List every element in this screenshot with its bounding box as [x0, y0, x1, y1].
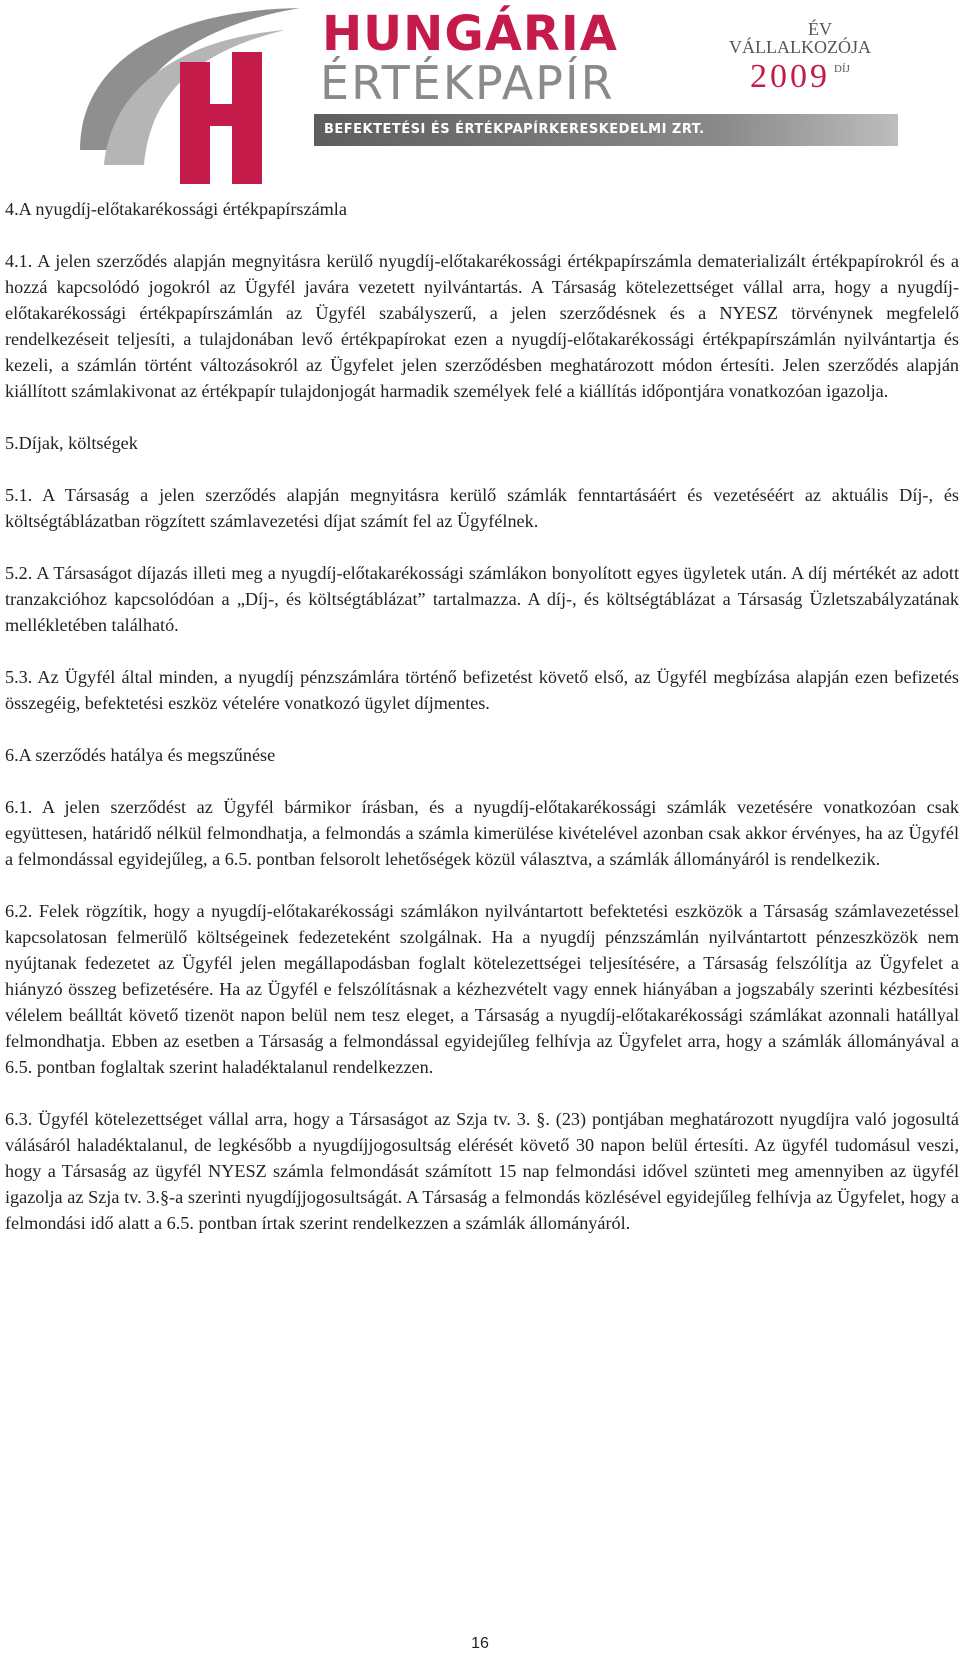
- page-header: [0, 0, 960, 185]
- company-logo-graphic: [60, 0, 320, 185]
- brand-tagline: BEFEKTETÉSI ÉS ÉRTÉKPAPÍRKERESKEDELMI ZRT.: [324, 122, 705, 137]
- award-ev: ÉV: [808, 19, 832, 39]
- section-heading: 6.A szerződés hatálya és megszűnése: [5, 745, 276, 765]
- paragraph: 5.1. A Társaság a jelen szerződés alapján megnyitásra kerülő számlák fenntartásáért és vezetéséért az aktuális Díj-, és költségtáblázatban rögzített számlavezetési díjat számít fel az Ügyfélnek.: [5, 485, 959, 531]
- paragraph: 4.1. A jelen szerződés alapján megnyitásra kerülő nyugdíj-előtakarékossági értékpapírszámla dematerializált értékpapírokról és a hozzá kapcsolódó jogokról az Ügyfél javára vezetett nyilvántartás. A Társaság kötelezettséget vállal arra, hogy a nyugdíj-előtakarékossági értékpapírszámlán az Ügyfél szabályszerű, a jelen szerződésnek és a NYESZ törvénynek megfelelő rendelkezéseit teljesíti, a tulajdonában levő értékpapírokat ezen a nyugdíj-előtakarékossági értékpapírszámlán nyilvántartja és kezeli, a számlán történt változásokról az Ügyfelet jelen szerződésben meghatározott módon értesíti. Jelen szerződés alapján kiállított számlakivonat az értékpapír tulajdonjogát harmadik személyek felé a kiállítás időpontjára vonatkozóan igazolja.: [5, 251, 959, 401]
- paragraph: 6.3. Ügyfél kötelezettséget vállal arra, hogy a Társaságot az Szja tv. 3. §. (23) pontjában meghatározott nyugdíjra való jogosultá válásáról haladéktalanul, de legkésőbb a nyugdíjjogosultság elérését követő 30 napon belül értesíti. Az ügyfél tudomásul veszi, hogy a Társaság az ügyfél NYESZ számla felmondását számított 15 nap felmondási idővel szünteti meg amennyiben az ügyfél igazolja az Szja tv. 3.§-a szerinti nyugdíjjogosultságát. A Társaság a felmondás közlésével egyidejűleg felhívja az Ügyfelet, hogy a felmondási idő alatt a 6.5. pontban írtak szerint rendelkezzen a számlák állományáról.: [5, 1109, 959, 1233]
- award-dij: DÍJ: [834, 62, 850, 75]
- section-heading: 5.Díjak, költségek: [5, 433, 138, 453]
- paragraph: 6.2. Felek rögzítik, hogy a nyugdíj-előtakarékossági számlákon nyilvántartott befektetési eszközök a Társaság számlavezetéssel kapcsolatosan felmerülő költségeinek fedezeteként szolgálnak. Ha a nyugdíj pénzszámlán nyilvántartott pénzeszközök nem nyújtanak fedezetet az Ügyfél jelen megállapodásban foglalt kötelezettségei teljesítésére, a Társaság felszólítja az Ügyfelet a hiányzó összeg befizetésére. Ha az Ügyfél e felszólításnak a kézhezvételt vagy ennek hiányában a jogszabály szerinti kézbesítési vélelem beálltát követő tizenöt napon belül nem tesz eleget, a Társaság a nyugdíj-előtakarékossági számlákat azonnali hatállyal felmondhatja. Ebben az esetben a Társaság a felmondással egyidejűleg felhívja az Ügyfelet arra, hogy a számlák állományával a 6.5. pontban foglaltak szerint haladéktalanul rendelkezzen.: [5, 901, 959, 1077]
- award-badge: [700, 20, 900, 94]
- document-body: [5, 196, 959, 1262]
- paragraph: 5.2. A Társaságot díjazás illeti meg a nyugdíj-előtakarékossági számlákon bonyolított egyes ügyletek után. A díj mértékét az adott tranzakcióhoz kapcsolódóan a „Díj-, és költségtáblázat” tartalmazza. A díj-, és költségtáblázat a Társaság Üzletszabályzatának mellékletében található.: [5, 563, 959, 635]
- brand-tagline-bar: [314, 114, 898, 146]
- page-number: 16: [471, 1635, 489, 1652]
- paragraph: 5.3. Az Ügyfél által minden, a nyugdíj pénzszámlára történő befizetést követő első, az Ügyfél megbízása alapján ezen befizetés összegéig, befektetési eszköz vételére vonatkozó ügylet díjmentes.: [5, 667, 959, 713]
- section-heading: 4.A nyugdíj-előtakarékossági értékpapírszámla: [5, 199, 347, 219]
- award-year: 2009: [750, 57, 831, 95]
- brand-name-line1: HUNGÁRIA: [322, 6, 618, 62]
- paragraph: 6.1. A jelen szerződést az Ügyfél bármikor írásban, és a nyugdíj-előtakarékossági számlák vezetésére vonatkozóan csak együttesen, határidő nélkül felmondhatja, a felmondás a számla kimerülése kivételével azonban csak akkor érvényes, ha az Ügyfél a felmondással egyidejűleg, a 6.5. pontban felsorolt lehetőségek közül választva, a számlák állományáról is rendelkezik.: [5, 797, 959, 869]
- award-title: VÁLLALKOZÓJA: [729, 37, 871, 57]
- brand-name-line2: ÉRTÉKPAPÍR: [320, 56, 615, 110]
